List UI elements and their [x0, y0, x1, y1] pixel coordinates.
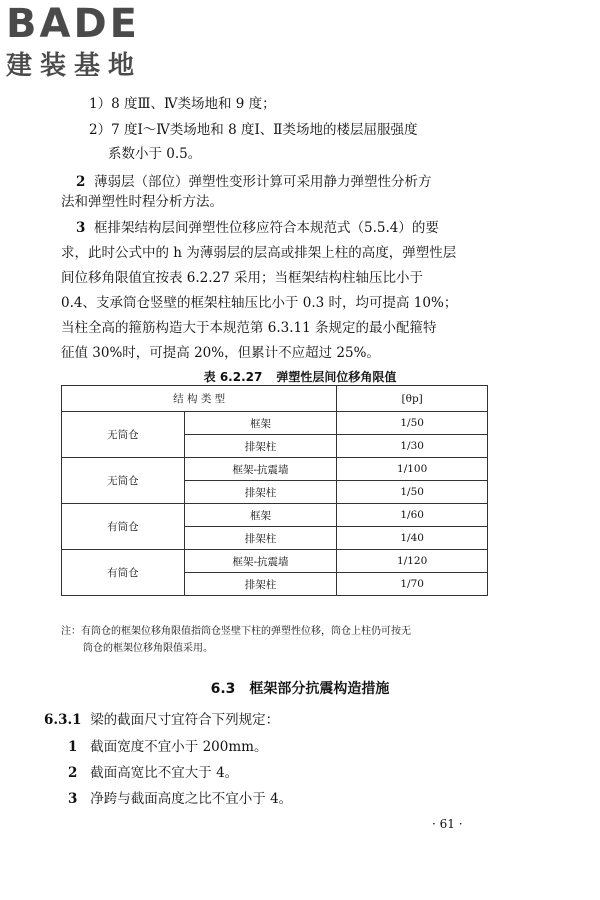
paragraph-3-line3: 间位移角限值宜按表 6.2.27 采用；当框架结构柱轴压比小于	[61, 270, 424, 286]
list-item	[68, 764, 238, 782]
value-cell: 1/50	[337, 481, 488, 504]
type-cell: 排架柱	[184, 481, 337, 504]
section-title: 框架部分抗震构造措施	[249, 681, 390, 697]
table-caption	[0, 368, 600, 385]
category-cell: 有筒仓	[62, 504, 185, 550]
value-cell: 1/50	[337, 412, 488, 435]
list-item-line1: 1）8 度Ⅲ、Ⅳ类场地和 9 度；	[89, 96, 276, 112]
type-cell: 排架柱	[184, 527, 337, 550]
value-cell: 1/100	[337, 458, 488, 481]
type-cell: 框架	[184, 504, 337, 527]
item-number: 3	[76, 220, 86, 236]
table-note	[61, 623, 501, 657]
paragraph-text: 框排架结构层间弹塑性位移应符合本规范式（5.5.4）的要	[94, 220, 439, 236]
value-cell: 1/30	[337, 435, 488, 458]
value-cell: 1/60	[337, 504, 488, 527]
type-cell: 框架-抗震墙	[184, 550, 337, 573]
value-cell: 1/70	[337, 573, 488, 596]
paragraph-text: 薄弱层（部位）弹塑性变形计算可采用静力弹塑性分析方	[94, 174, 432, 190]
table-row	[62, 550, 488, 573]
header-structure-type: 结 构 类 型	[62, 386, 337, 412]
logo	[6, 2, 181, 90]
item-number: 1	[68, 739, 78, 755]
paragraph-3-line5: 当柱全高的箍筋构造大于本规范第 6.3.11 条规定的最小配箍特	[61, 320, 437, 336]
list-item-line2: 2）7 度Ⅰ～Ⅳ类场地和 8 度Ⅰ、Ⅱ类场地的楼层屈服强度	[89, 122, 418, 138]
table-row	[62, 412, 488, 435]
category-cell: 有筒仓	[62, 550, 185, 596]
drift-limit-table	[61, 385, 488, 596]
note-line1: 注：有筒仓的框架位移角限值指筒仓竖壁下柱的弹塑性位移，筒仓上柱仍可按无	[61, 626, 411, 637]
item-text: 净跨与截面高度之比不宜小于 4。	[90, 791, 293, 807]
item-number: 2	[76, 174, 86, 190]
paragraph-2-line2: 法和弹塑性时程分析方法。	[61, 194, 223, 210]
type-cell: 框架	[184, 412, 337, 435]
page-number: · 61 ·	[432, 817, 463, 831]
list-item	[68, 738, 267, 756]
type-cell: 框架-抗震墙	[184, 458, 337, 481]
table-row	[62, 458, 488, 481]
header-drift-limit: [θp]	[337, 386, 488, 412]
table-title: 弹塑性层间位移角限值	[276, 370, 397, 384]
item-number: 3	[68, 791, 78, 807]
clause-text: 梁的截面尺寸宜符合下列规定：	[90, 712, 280, 728]
clause-number: 6.3.1	[44, 712, 82, 728]
type-cell: 排架柱	[184, 435, 337, 458]
category-cell: 无筒仓	[62, 412, 185, 458]
value-cell: 1/120	[337, 550, 488, 573]
table-header-row	[62, 386, 488, 412]
section-number: 6.3	[210, 681, 236, 697]
table-number: 表 6.2.27	[203, 370, 263, 384]
table-row	[62, 504, 488, 527]
item-text: 截面高宽比不宜大于 4。	[90, 765, 239, 781]
category-cell: 无筒仓	[62, 458, 185, 504]
item-number: 2	[68, 765, 78, 781]
type-cell: 排架柱	[184, 573, 337, 596]
section-heading	[0, 678, 600, 698]
logo-subtitle: 建装基地	[6, 51, 143, 81]
paragraph-3-line1	[76, 219, 439, 237]
list-item	[68, 790, 292, 808]
paragraph-3-line6: 征值 30%时，可提高 20%，但累计不应超过 25%。	[61, 345, 380, 361]
paragraph-3-line4: 0.4、支承筒仓竖壁的框架柱轴压比小于 0.3 时，均可提高 10%；	[61, 295, 458, 311]
note-line2: 筒仓的框架位移角限值采用。	[83, 643, 213, 654]
item-text: 截面宽度不宜小于 200mm。	[90, 739, 268, 755]
list-item-line3: 系数小于 0.5。	[108, 146, 202, 162]
paragraph-2-line1	[76, 173, 432, 191]
paragraph-3-line2: 求，此时公式中的 h 为薄弱层的层高或排架上柱的高度，弹塑性层	[61, 245, 457, 261]
clause-line	[44, 711, 279, 729]
value-cell: 1/40	[337, 527, 488, 550]
logo-mark: BADE	[6, 1, 140, 47]
